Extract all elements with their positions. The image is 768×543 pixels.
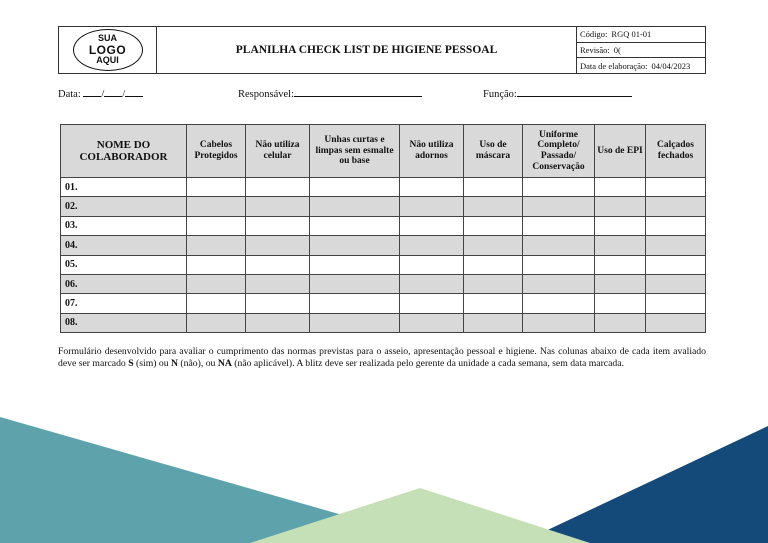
note-part-3: (não), ou: [178, 357, 218, 369]
cell[interactable]: [310, 236, 400, 255]
year-blank[interactable]: [125, 87, 143, 97]
row-number: 01.: [61, 178, 187, 197]
cell[interactable]: [310, 197, 400, 216]
cell[interactable]: [464, 255, 523, 274]
function-field: [483, 87, 632, 100]
table-row: [61, 178, 706, 197]
column-header-mask: Uso de máscara: [464, 125, 523, 178]
code-label: Código:: [580, 29, 608, 40]
cell[interactable]: [595, 313, 646, 332]
cell[interactable]: [310, 313, 400, 332]
company-logo: [73, 29, 143, 71]
column-header-uniform: Uniforme Completo/ Passado/ Conservação: [523, 125, 595, 178]
cell[interactable]: [523, 216, 595, 235]
cell[interactable]: [595, 178, 646, 197]
column-header-name: NOME DO COLABORADOR: [61, 125, 187, 178]
cell[interactable]: [646, 178, 706, 197]
cell[interactable]: [646, 216, 706, 235]
cell[interactable]: [464, 236, 523, 255]
cell[interactable]: [246, 178, 310, 197]
document-meta: [577, 27, 705, 73]
column-header-shoes: Calçados fechados: [646, 125, 706, 178]
cell[interactable]: [523, 178, 595, 197]
date-field-label: Data:: [58, 89, 81, 100]
cell[interactable]: [464, 178, 523, 197]
table-header-row: [61, 125, 706, 178]
responsible-label: Responsável:: [238, 89, 294, 100]
column-header-adornments: Não utiliza adornos: [400, 125, 464, 178]
cell[interactable]: [646, 236, 706, 255]
table-row: [61, 255, 706, 274]
date-sep-2: /: [122, 89, 126, 100]
cell[interactable]: [246, 294, 310, 313]
cell[interactable]: [464, 313, 523, 332]
revision-label: Revisão:: [580, 45, 610, 55]
cell[interactable]: [246, 216, 310, 235]
note-part-4: (não aplicável). A blitz deve ser realizada pelo gerente da unidade a cada semana, sem data marcada.: [231, 357, 624, 369]
day-blank[interactable]: [83, 87, 101, 97]
cell[interactable]: [523, 274, 595, 293]
cell[interactable]: [595, 255, 646, 274]
document-title: PLANILHA CHECK LIST DE HIGIENE PESSOAL: [157, 27, 577, 73]
cell[interactable]: [310, 274, 400, 293]
date-value: 04/04/2023: [651, 60, 691, 71]
logo-line-3: AQUI: [96, 55, 119, 66]
table-row: [61, 313, 706, 332]
instructions-note: [58, 346, 706, 369]
responsible-field: [238, 87, 422, 100]
cell[interactable]: [400, 197, 464, 216]
cell[interactable]: [464, 294, 523, 313]
note-code-n: N: [171, 357, 178, 369]
cell[interactable]: [595, 236, 646, 255]
cell[interactable]: [523, 236, 595, 255]
note-code-na: NA: [217, 357, 232, 369]
note-code-s: S: [128, 357, 134, 369]
row-number: 03.: [61, 216, 187, 235]
responsible-blank[interactable]: [294, 87, 422, 97]
cell[interactable]: [187, 255, 246, 274]
logo-line-1: SUA: [97, 33, 117, 44]
row-number: 02.: [61, 197, 187, 216]
navy-triangle: [520, 426, 768, 543]
row-number: 04.: [61, 236, 187, 255]
revision-value: 0(: [613, 45, 621, 55]
cell[interactable]: [400, 274, 464, 293]
cell[interactable]: [400, 178, 464, 197]
function-label: Função:: [483, 89, 517, 100]
cell[interactable]: [246, 313, 310, 332]
table-row: [61, 294, 706, 313]
cell[interactable]: [246, 236, 310, 255]
cell[interactable]: [595, 274, 646, 293]
cell[interactable]: [187, 313, 246, 332]
meta-revision: [577, 42, 705, 58]
cell[interactable]: [523, 294, 595, 313]
column-header-nails: Unhas curtas e limpas sem esmalte ou base: [310, 125, 400, 178]
code-value: RGQ 01-01: [611, 29, 652, 40]
cell[interactable]: [310, 255, 400, 274]
month-blank[interactable]: [104, 87, 122, 97]
table-row: [61, 274, 706, 293]
cell[interactable]: [400, 313, 464, 332]
cell[interactable]: [246, 274, 310, 293]
table-row: [61, 236, 706, 255]
meta-date: [577, 57, 705, 73]
cell[interactable]: [595, 197, 646, 216]
row-number: 08.: [61, 313, 187, 332]
meta-code: [577, 27, 705, 42]
cell[interactable]: [523, 255, 595, 274]
cell[interactable]: [187, 274, 246, 293]
cell[interactable]: [646, 255, 706, 274]
cell[interactable]: [523, 197, 595, 216]
cell[interactable]: [246, 197, 310, 216]
cell[interactable]: [400, 255, 464, 274]
cell[interactable]: [646, 274, 706, 293]
table-row: [61, 197, 706, 216]
cell[interactable]: [464, 197, 523, 216]
note-part-2: (sim) ou: [133, 357, 171, 369]
cell[interactable]: [646, 313, 706, 332]
cell[interactable]: [310, 178, 400, 197]
function-blank[interactable]: [517, 87, 632, 97]
cell[interactable]: [310, 216, 400, 235]
column-header-hair: Cabelos Protegidos: [187, 125, 246, 178]
decorative-background: [0, 400, 768, 543]
cell[interactable]: [187, 216, 246, 235]
cell[interactable]: [187, 294, 246, 313]
cell[interactable]: [246, 255, 310, 274]
date-label: Data de elaboração:: [580, 60, 648, 71]
row-number: 06.: [61, 274, 187, 293]
cell[interactable]: [400, 216, 464, 235]
cell[interactable]: [310, 294, 400, 313]
cell[interactable]: [646, 197, 706, 216]
cell[interactable]: [187, 197, 246, 216]
cell[interactable]: [646, 294, 706, 313]
table-row: [61, 216, 706, 235]
checklist-table: [60, 124, 706, 333]
cell[interactable]: [400, 294, 464, 313]
date-sep-1: /: [101, 89, 105, 100]
cell[interactable]: [187, 178, 246, 197]
logo-cell: [59, 27, 157, 73]
note-part-1: Formulário desenvolvido para avaliar o cumprimento das normas previstas para o asseio, apresentação pessoal e higiene. Nas colunas abaixo de cada item avaliado deve ser marcado: [58, 346, 706, 369]
row-number: 07.: [61, 294, 187, 313]
cell[interactable]: [595, 294, 646, 313]
cell[interactable]: [464, 274, 523, 293]
date-field: [58, 87, 143, 100]
cell[interactable]: [400, 236, 464, 255]
logo-line-2: LOGO: [88, 42, 127, 57]
cell[interactable]: [595, 216, 646, 235]
document-header: [58, 26, 706, 74]
cell[interactable]: [523, 313, 595, 332]
row-number: 05.: [61, 255, 187, 274]
column-header-epi: Uso de EPI: [595, 125, 646, 178]
column-header-phone: Não utiliza celular: [246, 125, 310, 178]
cell[interactable]: [187, 236, 246, 255]
cell[interactable]: [464, 216, 523, 235]
info-line: [58, 87, 706, 101]
